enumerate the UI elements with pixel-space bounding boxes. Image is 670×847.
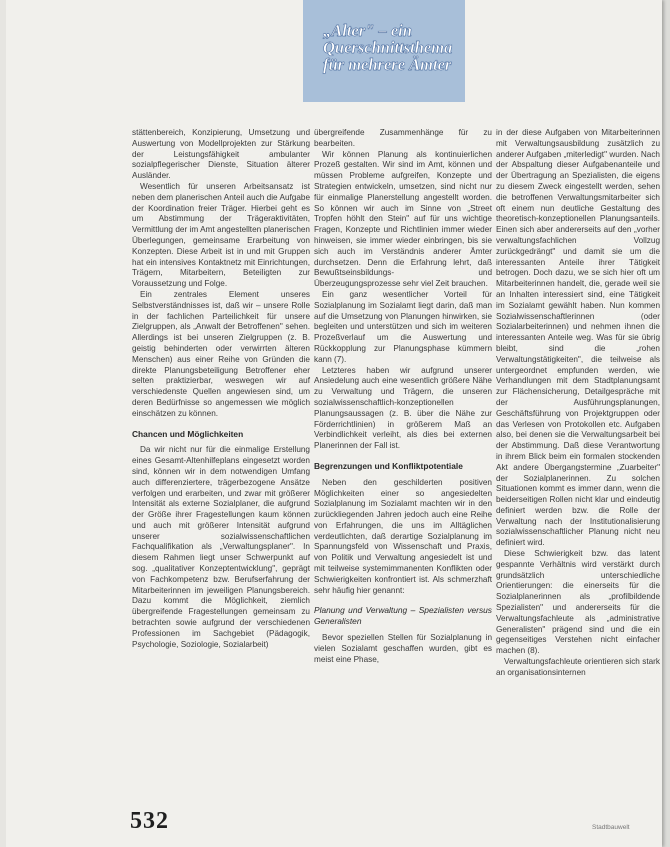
paragraph: Ein ganz wesentlicher Vorteil für Sozialplanung im Sozialamt liegt darin, daß man auf die Umsetzung von Planungen hinwirken, sie begleiten und unterstützen und sich im weiteren Prozeßverlauf um die Auswertung und Rückkopplung zur Planungsphase kümmern kann (7). <box>314 289 492 364</box>
headline: „Alter" – ein Querschnittsthema für mehrere Ämter <box>323 21 453 74</box>
section-heading: Chancen und Möglichkeiten <box>132 428 244 439</box>
text-column-1 <box>132 128 310 650</box>
paragraph: Wesentlich für unseren Arbeitsansatz ist neben dem planerischen Anteil auch die Aufgabe der Koordination freier Träger. Hierbei geht es um Abstimmung der Trägeraktivitäten, Vermittlung der im Amt angestellten planerischen Überlegungen, gemeinsame Erarbeitung von Konzepten. Diese Arbeit ist in und mit Gruppen hat ein intensives Kontaktnetz mit Einrichtungen, Trägern, Mitarbeitern, Beteiligten zur Voraussetzung und Folge. <box>132 181 310 289</box>
page-number: 532 <box>130 808 169 834</box>
page-margin <box>0 0 6 847</box>
paragraph: in der diese Aufgaben von Mitarbeiterinnen mit Verwaltungsausbildung zusätzlich zu anderer Aufgaben „miterledigt" wurden. Nach der Abspaltung dieser Aufgabenanteile und der Übertragung an Spezialisten, die eigens zu diesem Zweck eingestellt werden, sehen die betroffenen Verwaltungsmitarbeiter sich oft einem nun deutliche Gestaltung des theoretisch-konzeptionellen Planungsanteils. Einen sich aber andererseits auf den „vorher verwaltungsfachlichen Vollzug zurückgedrängt" und damit sie um die interessanten Anteile ihrer Tätigkeit betrogen. Doch dazu, we se sich hier oft um Mitarbeiterinnen handelt, die, gerade weil sie an Inhalten interessiert sind, eine Tätigkeit im Sozialamt gewählt haben. Nun kommen Sozialwissenschaftlerinnen (oder Sozialarbeiterinnen) und nehmen ihnen die interessanten Anteile weg. Was für sie übrig bleibt, sind die „rohen Verwaltungstätigkeiten", die teilweise als untergeordnet empfunden werden, wie Verhandlungen mit dem Stadtplanungsamt zur Flächensicherung, Detailgespräche mit der Ausführungsplanungen, Geschäftsführung von Projektgruppen oder das Verlesen von Protokollen etc. Aufgaben also, bei denen sie die Verwaltungsarbeit bei der Abstimmung. Daß diese Verantwortung in ihrem Blick beim ein formalen stockenden Akt andere Übergangstermine „Zuarbeiter" der Sozialplanerinnen. Zu solchen Situationen kommt es immer dann, wenn die beiderseitigen Rollen nicht klar und eindeutig definiert werden bzw. die Rolle der Verwaltung nach der Institutionalisierung sozialwissenschaftlicher Planung nicht neu definiert wird. <box>496 128 660 548</box>
text-column-3 <box>496 128 660 679</box>
headline-box <box>303 0 465 102</box>
paragraph: übergreifende Zusammenhänge für zu bearbeiten. <box>314 128 492 148</box>
paragraph: stättenbereich, Konzipierung, Umsetzung und Auswertung von Modellprojekten zur Stärkung der Leistungsfähigkeit ambulanter sozialpflegerischer Dienste, Situation älterer Ausländer. <box>132 128 310 181</box>
text-column-2 <box>314 128 492 665</box>
paragraph: Neben den geschilderten positiven Möglichkeiten einer so angesiedelten Sozialplanung im Sozialamt machten wir in den zurückliegenden Jahren jedoch auch eine Reihe von Erfahrungen, die uns im Alltäglichen verdeutlichten, daß derartige Sozialplanung im Spannungsfeld von Wissenschaft und Praxis, von Politik und Verwaltung angesiedelt ist und mit teilweise systemimmanenten Konflikten oder Schwierigkeiten konfrontiert ist. Als schmerzhaft sehr häufig hier genannt: <box>314 477 492 595</box>
paragraph: Verwaltungsfachleute orientieren sich stark an organisationsinternen <box>496 657 660 677</box>
paragraph: Wir können Planung als kontinuierlichen Prozeß gestalten. Wir sind im Amt, können und müssen Probleme aufgreifen, Konzepte und Strategien entwickeln, umsetzen, sind nicht nur für einmalige Planerstellung angestellt worden. So können wir auch im Sinne von „Street Tropfen höhlt den Stein" auf für uns wichtige Fragen, Konzepte und Richtlinien immer wieder hinweisen, sie immer wieder einbringen, bis sie sich auch im Verständnis anderer Ämter durchsetzen. Denn die Erfahrung lehrt, daß Bewußtseinsbildungs- und Überzeugungsprozesse sehr viel Zeit brauchen. <box>314 149 492 289</box>
paragraph: Bevor speziellen Stellen für Sozialplanung in vielen Sozialamt geschaffen wurden, gibt es meist eine Phase, <box>314 633 492 664</box>
section-heading: Begrenzungen und Konfliktpotentiale <box>314 460 463 471</box>
paragraph: Letzteres haben wir aufgrund unserer Ansiedelung auch eine wesentlich größere Nähe zu Verwaltung und Trägern, die unseren sozialwissenschaftlich-konzeptionellen Planungsaussagen (z. B. über die Nähe zur Förderrichtlinien) in größerem Maß an Verbindlichkeit verleiht, als dies bei externen Planerinnen der Fall ist. <box>314 365 492 451</box>
footer-label: Stadtbauwelt <box>592 824 630 831</box>
subsection-heading: Planung und Verwaltung – Spezialisten versus Generalisten <box>314 605 492 627</box>
paragraph: Da wir nicht nur für die einmalige Erstellung eines Gesamt-Altenhilfeplans eingesetzt worden sind, können wir in dem notwendigen Umfang auch differenziertere, trägerbezogene Ansätze verfolgen und erarbeiten, und zwar mit größerer Intensität als externe Sozialplaner, die aufgrund der Größe ihrer Fragestellungen kaum können und auch mit größerer Intensität aufgrund unserer sozialwissenschaftlichen Fachqualifikation als „Verwaltungsplaner". In diesem Rahmen liegt unser Schwerpunkt auf sog. „qualitativer Konzeptentwicklung", geprägt von Fachkompetenz bzw. Berufserfahrung der Mitarbeiterinnen im jeweiligen Planungsbereich. Dazu kommt die Möglichkeit, ziemlich übergreifende Fragestellungen gemeinsam zu betrachten sowie aufgrund der verschiedenen Professionen im Sachgebiet (Pädagogik, Psychologie, Soziologie, Sozialarbeit) <box>132 445 310 649</box>
paragraph: Ein zentrales Element unseres Selbstverständnisses ist, daß wir – unsere Rolle in der fachlichen Parteilichkeit für unsere Zielgruppen, als „Anwalt der Betroffenen" sehen. Allerdings ist bei unseren Zielgruppen (z. B. geistig behinderten oder verwirrten älteren Menschen) aus einer Reihe von Gründen die direkte Planungsbeteiligung Betroffener eher selten praktizierbar, weswegen wir auf verschiedenste Quellen angewiesen sind, um deren Bedürfnisse so angemessen wie möglich einschätzen zu können. <box>132 289 310 418</box>
paragraph: Diese Schwierigkeit bzw. das latent gespannte Verhältnis wird verstärkt durch grundsätzlich unterschiedliche Orientierungen: die einerseits für die Sozialplanerinnen als „profilbildende Spezialisten" und andererseits für die Verwaltungsfachleute als „administrative Generalisten" prägend sind und die ein gegenseitiges Verstehen nicht einfacher machen (8). <box>496 549 660 656</box>
